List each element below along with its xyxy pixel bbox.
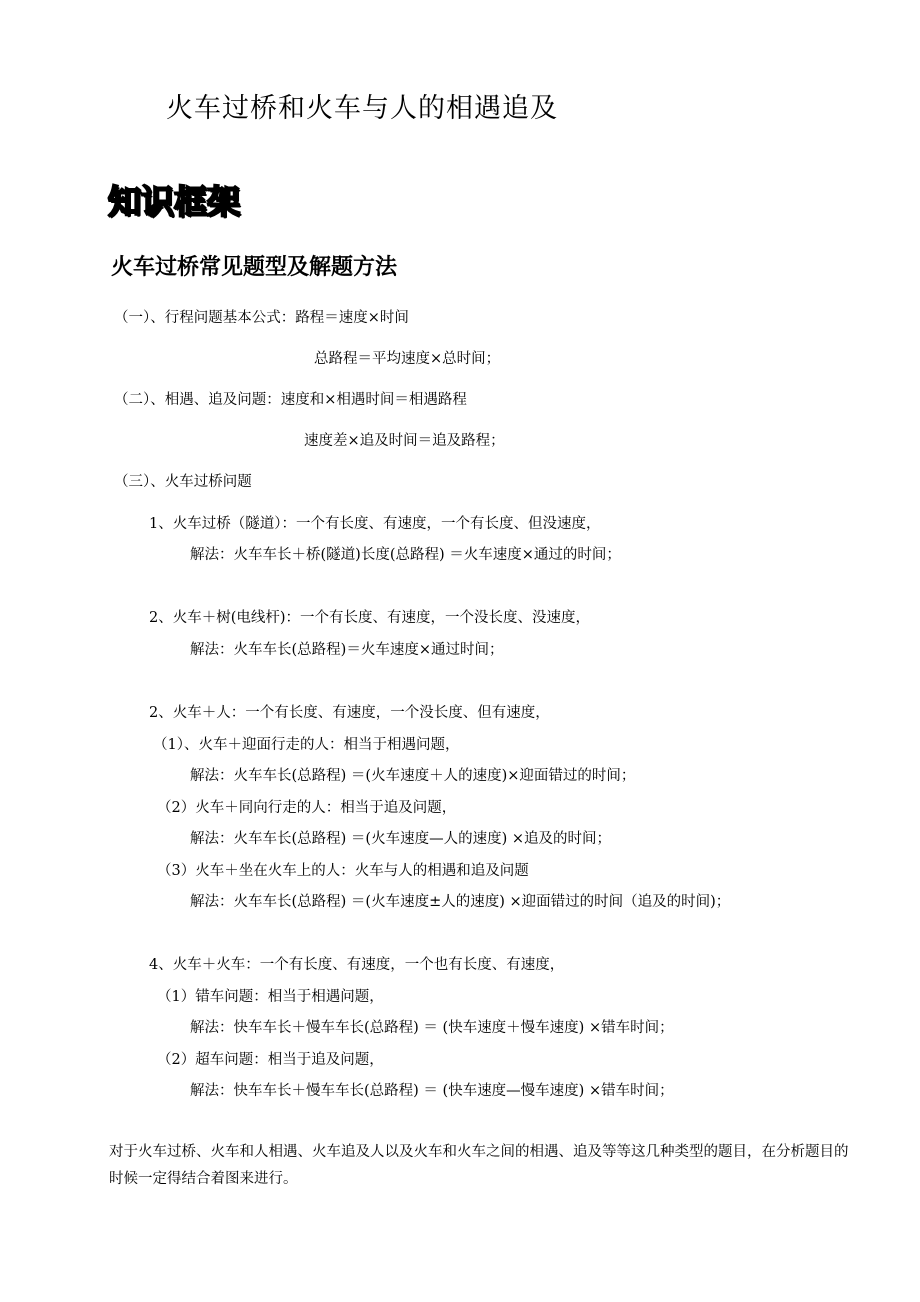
case-tree: 2、火车＋树(电线杆)：一个有长度、有速度，一个没长度、没速度， [149,610,591,626]
solution-on-train: 解法：火车车长(总路程) ＝(火车速度±人的速度) ×迎面错过的时间（追及的时间)； [190,894,731,910]
closing-paragraph: 对于火车过桥、火车和人相遇、火车追及人以及火车和火车之间的相遇、追及等等这几种类型的题目，在分析题目的时候一定得结合着图来进行。 [109,1144,849,1187]
case-person: 2、火车＋人：一个有长度、有速度，一个没长度、但有速度， [149,705,550,721]
formula-chase: 速度差×追及时间＝追及路程； [304,433,505,449]
solution-bridge: 解法：火车车长＋桥(隧道)长度(总路程) ＝火车速度×通过的时间； [190,547,621,563]
section-banner: 知识框架 [108,182,240,221]
subcase-oncoming: （1）、火车＋迎面行走的人：相当于相遇问题， [153,737,460,753]
document-title: 火车过桥和火车与人的相遇追及 [166,93,558,124]
heading-bridge-problems: （三）、火车过桥问题 [114,474,252,490]
subcase-same-direction: （2）火车＋同向行走的人：相当于追及问题， [157,800,457,816]
subcase-crossing: （1）错车问题：相当于相遇问题， [157,989,384,1005]
formula-average: 总路程＝平均速度×总时间； [314,351,501,367]
solution-same-direction: 解法：火车车长(总路程) ＝(火车速度—人的速度) ×追及的时间； [190,831,611,847]
subcase-overtaking: （2）超车问题：相当于追及问题， [157,1052,384,1068]
case-bridge: 1、火车过桥（隧道）：一个有长度、有速度，一个有长度、但没速度， [149,516,601,532]
subcase-on-train: （3）火车＋坐在火车上的人：火车与人的相遇和追及问题 [157,863,529,879]
solution-overtaking: 解法：快车车长＋慢车车长(总路程) ＝ (快车速度—慢车速度) ×错车时间； [190,1083,674,1099]
section-subtitle: 火车过桥常见题型及解题方法 [111,255,398,280]
solution-crossing: 解法：快车车长＋慢车车长(总路程) ＝ (快车速度＋慢车速度) ×错车时间； [190,1020,674,1036]
formula-basic: （一）、行程问题基本公式：路程＝速度×时间 [114,310,409,326]
formula-meet: （二）、相遇、追及问题：速度和×相遇时间＝相遇路程 [114,392,467,408]
solution-oncoming: 解法：火车车长(总路程) ＝(火车速度＋人的速度)×迎面错过的时间； [190,768,636,784]
case-train-train: 4、火车＋火车：一个有长度、有速度，一个也有长度、有速度， [149,957,565,973]
solution-tree: 解法：火车车长(总路程)＝火车速度×通过时间； [190,642,504,658]
